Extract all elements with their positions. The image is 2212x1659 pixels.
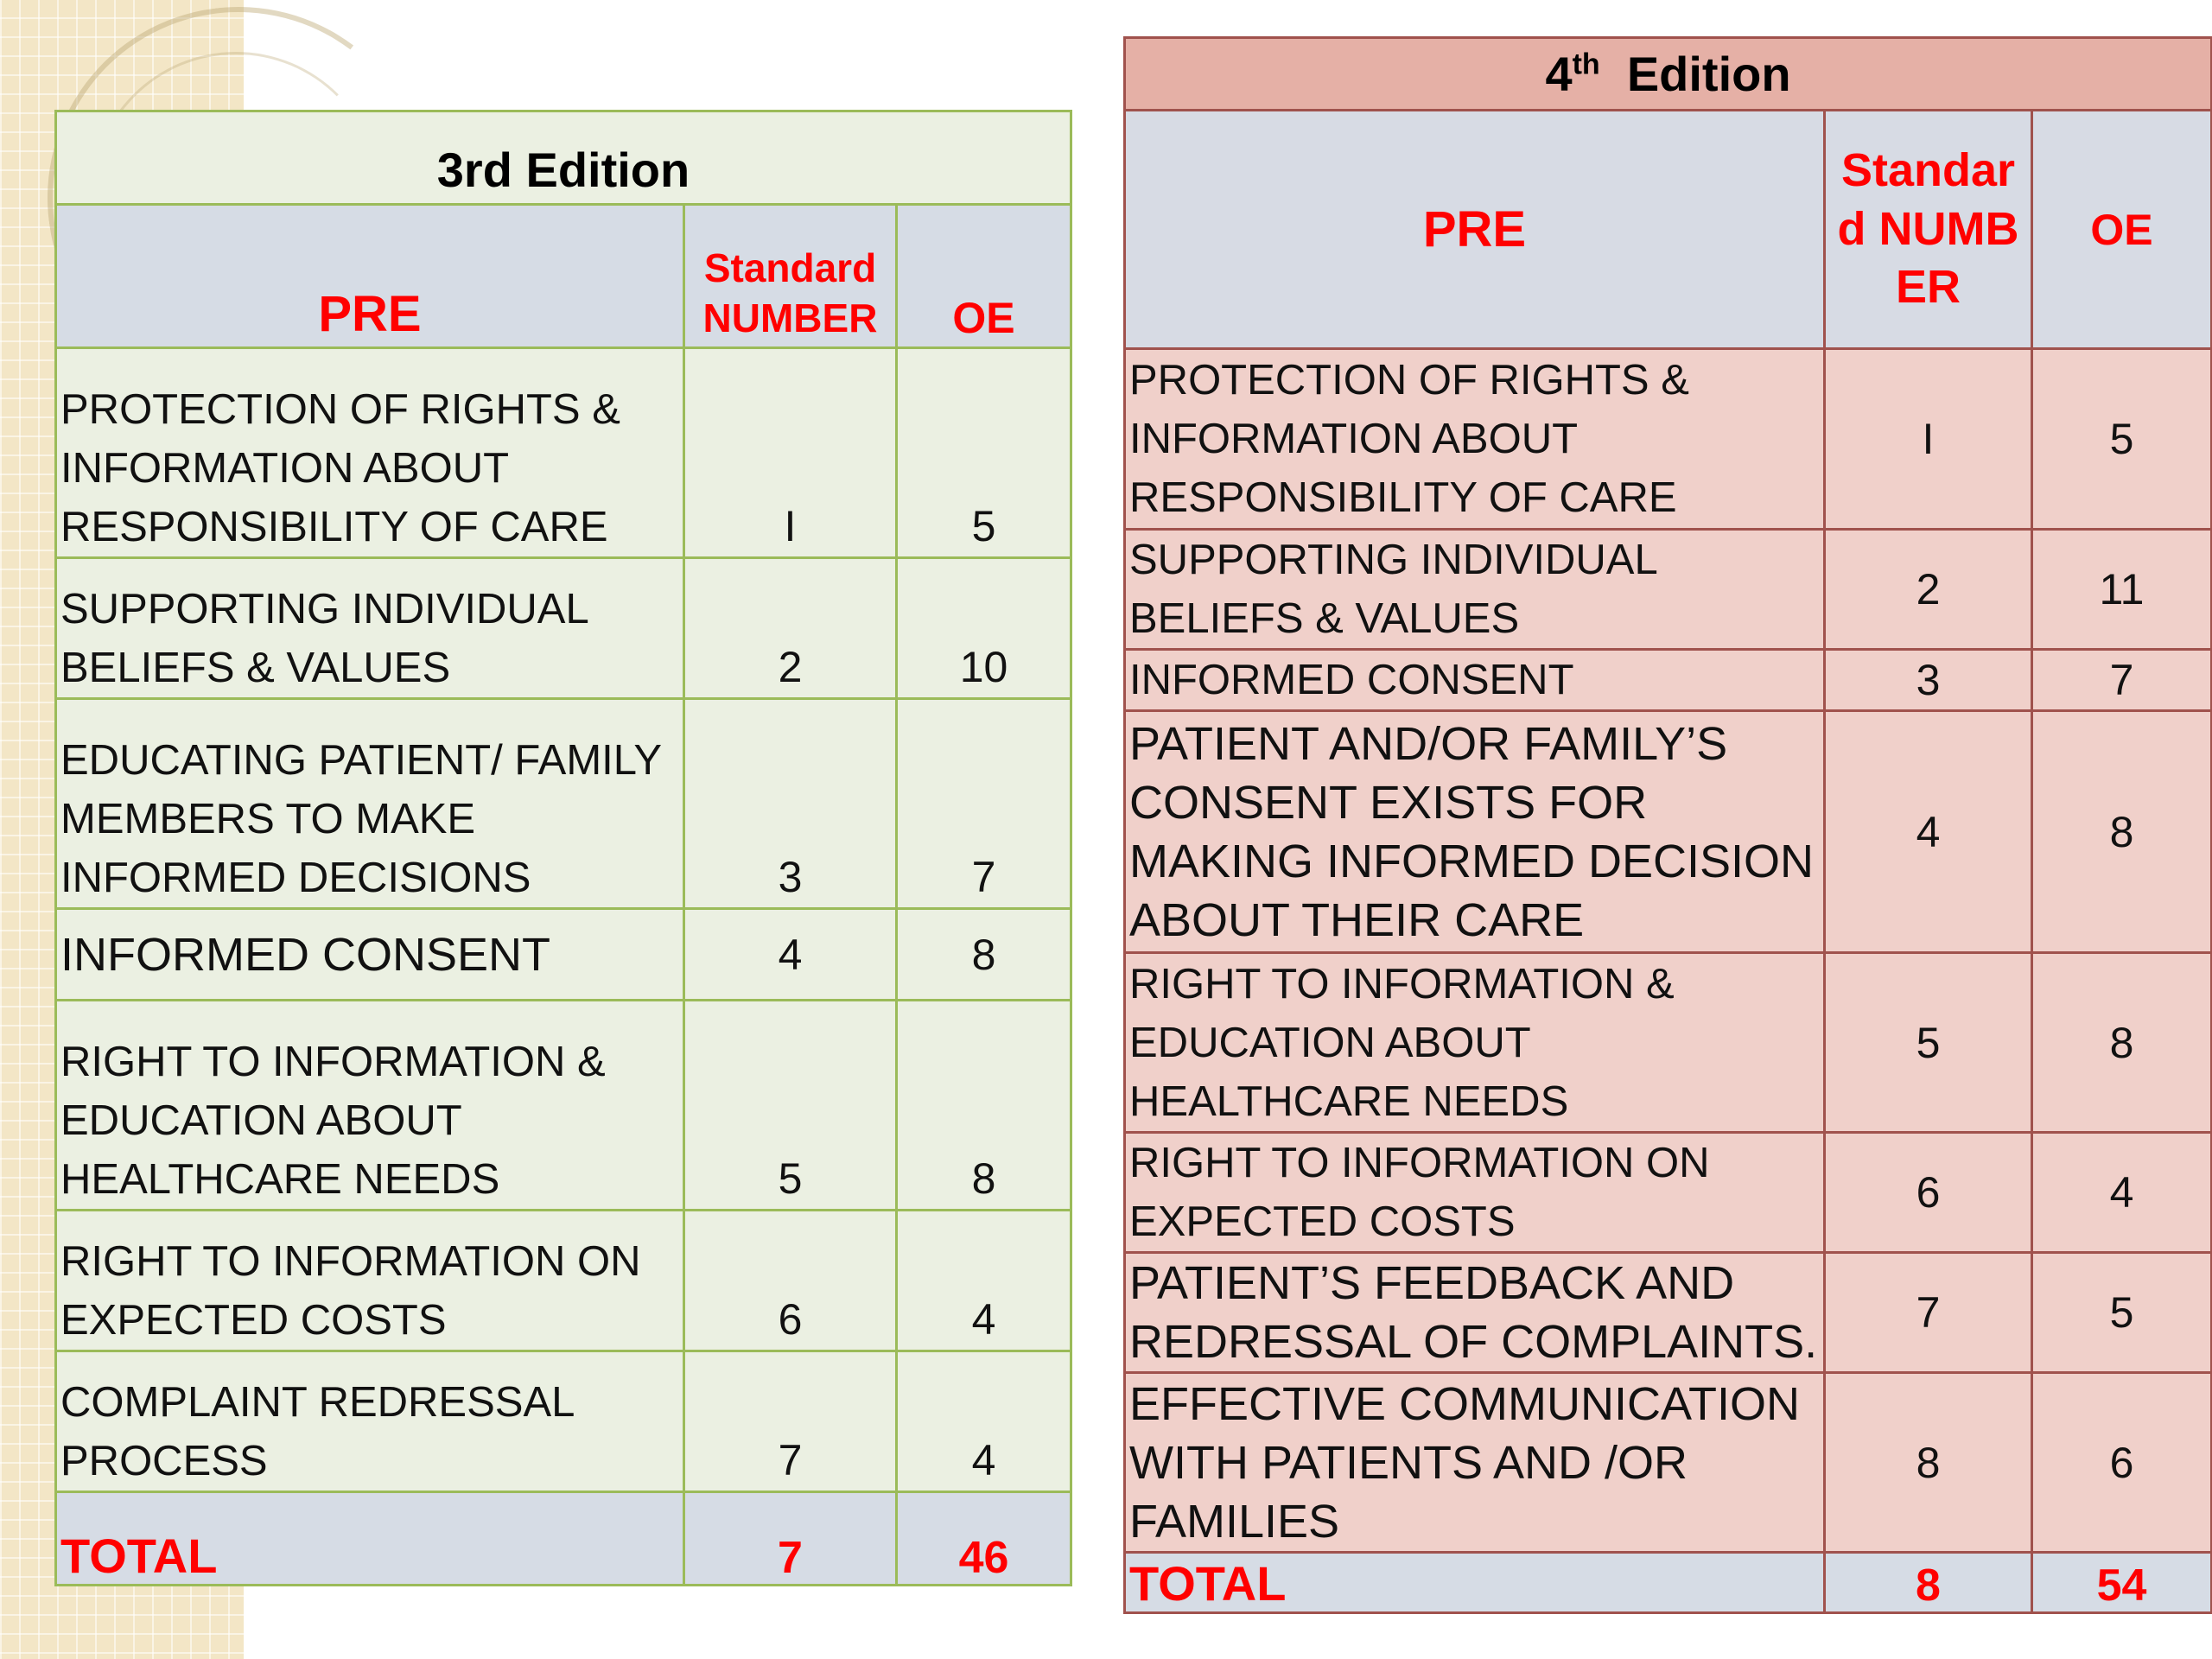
row-standard: 3 (1825, 650, 2032, 711)
total-row (1125, 1553, 2212, 1613)
table-row (56, 1351, 1071, 1492)
row-name: COMPLAINT REDRESSAL PROCESS (56, 1351, 684, 1492)
row-name: PROTECTION OF RIGHTS & INFORMATION ABOUT RESPONSIBILITY OF CARE (1125, 349, 1825, 530)
total-oe: 54 (2032, 1553, 2212, 1613)
row-standard: I (1825, 349, 2032, 530)
row-standard: 6 (684, 1211, 897, 1351)
table-row (56, 699, 1071, 909)
row-standard: 5 (1825, 953, 2032, 1133)
row-name: SUPPORTING INDIVIDUAL BELIEFS & VALUES (56, 558, 684, 699)
row-standard: 6 (1825, 1133, 2032, 1253)
fourth-edition-suffix: th (1572, 48, 1600, 81)
row-oe: 6 (2032, 1373, 2212, 1553)
row-oe: 7 (897, 699, 1071, 909)
third-edition-title: 3rd Edition (56, 111, 1071, 205)
row-oe: 5 (897, 348, 1071, 558)
row-name: RIGHT TO INFORMATION & EDUCATION ABOUT HEALTHCARE NEEDS (1125, 953, 1825, 1133)
total-standard: 7 (684, 1492, 897, 1586)
row-name: INFORMED CONSENT (1125, 650, 1825, 711)
fourth-header-oe: OE (2032, 111, 2212, 349)
total-row (56, 1492, 1071, 1586)
row-oe: 4 (897, 1211, 1071, 1351)
total-label: TOTAL (1125, 1553, 1825, 1613)
row-standard: 5 (684, 1001, 897, 1211)
total-oe: 46 (897, 1492, 1071, 1586)
row-oe: 8 (897, 1001, 1071, 1211)
row-name: PATIENT’S FEEDBACK AND REDRESSAL OF COMPLAINTS. (1125, 1253, 1825, 1373)
fourth-header-pre: PRE (1125, 111, 1825, 349)
row-oe: 8 (2032, 953, 2212, 1133)
row-name: PROTECTION OF RIGHTS & INFORMATION ABOUT RESPONSIBILITY OF CARE (56, 348, 684, 558)
row-oe: 10 (897, 558, 1071, 699)
row-name: INFORMED CONSENT (56, 909, 684, 1001)
table-row (1125, 1373, 2212, 1553)
row-oe: 4 (2032, 1133, 2212, 1253)
total-standard: 8 (1825, 1553, 2032, 1613)
table-row (56, 1211, 1071, 1351)
table-row (1125, 530, 2212, 650)
fourth-header-standard: Standard NUMBER (1825, 111, 2032, 349)
row-name: PATIENT AND/OR FAMILY’S CONSENT EXISTS FOR MAKING INFORMED DECISION ABOUT THEIR CARE (1125, 711, 1825, 953)
table-row (1125, 1253, 2212, 1373)
row-standard: 2 (684, 558, 897, 699)
row-standard: 2 (1825, 530, 2032, 650)
table-row (56, 348, 1071, 558)
third-header-oe: OE (897, 205, 1071, 348)
row-standard: 4 (1825, 711, 2032, 953)
total-label: TOTAL (56, 1492, 684, 1586)
row-name: RIGHT TO INFORMATION ON EXPECTED COSTS (1125, 1133, 1825, 1253)
third-header-standard-line1: Standard (703, 245, 877, 290)
row-name: EDUCATING PATIENT/ FAMILY MEMBERS TO MAKE INFORMED DECISIONS (56, 699, 684, 909)
row-name: EFFECTIVE COMMUNICATION WITH PATIENTS AND /OR FAMILIES (1125, 1373, 1825, 1553)
table-row (1125, 711, 2212, 953)
row-standard: 3 (684, 699, 897, 909)
row-oe: 7 (2032, 650, 2212, 711)
row-oe: 8 (897, 909, 1071, 1001)
row-oe: 8 (2032, 711, 2212, 953)
fourth-edition-table (1123, 36, 2212, 1614)
row-oe: 4 (897, 1351, 1071, 1492)
table-row (1125, 349, 2212, 530)
row-oe: 11 (2032, 530, 2212, 650)
table-row (56, 558, 1071, 699)
table-row (56, 909, 1071, 1001)
row-standard: 7 (684, 1351, 897, 1492)
row-name: RIGHT TO INFORMATION & EDUCATION ABOUT HEALTHCARE NEEDS (56, 1001, 684, 1211)
third-header-standard-line2: NUMBER (702, 295, 878, 340)
row-standard: 7 (1825, 1253, 2032, 1373)
third-header-pre: PRE (56, 205, 684, 348)
row-standard: I (684, 348, 897, 558)
fourth-edition-title (1125, 38, 2212, 111)
third-edition-table (54, 110, 1072, 1586)
row-oe: 5 (2032, 1253, 2212, 1373)
table-row (1125, 953, 2212, 1133)
table-row (1125, 650, 2212, 711)
fourth-edition-number: 4 (1545, 47, 1573, 101)
row-name: RIGHT TO INFORMATION ON EXPECTED COSTS (56, 1211, 684, 1351)
table-row (56, 1001, 1071, 1211)
row-standard: 4 (684, 909, 897, 1001)
third-header-standard (684, 205, 897, 348)
row-oe: 5 (2032, 349, 2212, 530)
row-name: SUPPORTING INDIVIDUAL BELIEFS & VALUES (1125, 530, 1825, 650)
fourth-edition-word: Edition (1626, 47, 1791, 101)
row-standard: 8 (1825, 1373, 2032, 1553)
table-row (1125, 1133, 2212, 1253)
